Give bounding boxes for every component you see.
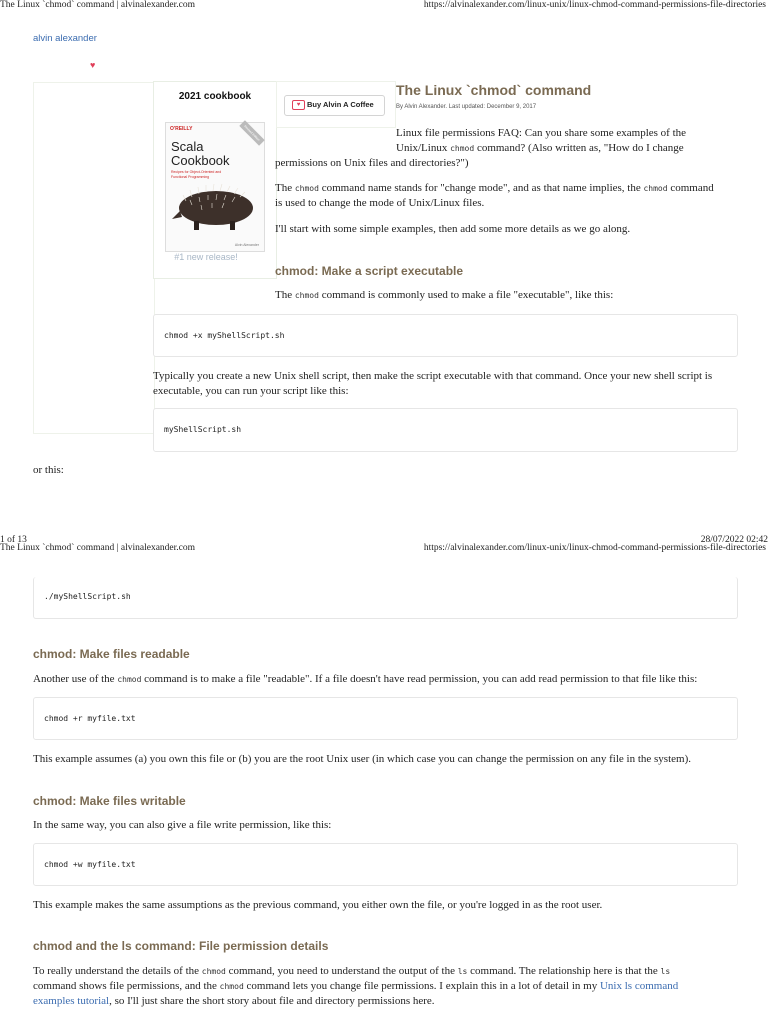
book-cover-image [165,122,265,252]
intro-line-1: Linux file permissions FAQ: Can you share some examples of the [396,127,687,139]
coffee-cup-icon: ♥ [292,100,305,110]
print-header-url: https://alvinalexander.com/linux-unix/linux-chmod-command-permissions-file-directories [423,0,766,10]
inline-code: chmod [643,184,668,193]
promo-title: 2021 cookbook [178,91,252,102]
print-header-title: The Linux `chmod` command | alvinalexander.com [0,0,196,10]
code-block-dot-slash [33,577,738,619]
buy-coffee-label: Buy Alvin A Coffee [307,100,374,109]
inline-code: chmod [219,982,244,991]
same-assumptions-paragraph: This example makes the same assumptions as the previous command, you either own the file, or you're logged in as the root user. [33,899,603,911]
code-block-chmod-w [33,843,738,886]
code-block-run-script [153,408,738,452]
heading-make-writable: chmod: Make files writable [33,794,186,808]
intro-paragraph-2-line-1: The chmod command name stands for "change mode", and as that name implies, the chmod command [275,182,714,194]
book-title-line2: Cookbook [171,153,230,168]
heading-ls-command: chmod and the ls command: File permission details [33,939,329,953]
readable-paragraph: Another use of the chmod command is to make a file "readable". If a file doesn't have read permission, you can add read permission to that file like this: [33,673,698,685]
left-sidebar-box [33,82,155,434]
inline-code: ls [457,967,468,976]
book-title-line1: Scala [171,139,204,154]
ls-paragraph-line-2: command shows file permissions, and the chmod command lets you change file permissions. I explain this in a lot of detail in my Unix ls command [33,980,679,992]
typically-line-2: executable, you can run your script like this: [153,385,349,397]
promo-caption: #1 new release! [174,252,238,262]
buy-coffee-button[interactable] [284,95,385,116]
heading-make-readable: chmod: Make files readable [33,647,190,661]
inline-code: chmod [117,675,142,684]
article-byline: By Alvin Alexander. Last updated: December 9, 2017 [396,104,537,110]
writable-paragraph: In the same way, you can also give a file write permission, like this: [33,819,332,831]
book-subtitle: Recipes for Object-Oriented and Functional Programming [171,170,222,179]
inline-code: chmod [294,291,319,300]
print-header-url-page2: https://alvinalexander.com/linux-unix/linux-chmod-command-permissions-file-directories [423,543,766,553]
heading-make-executable: chmod: Make a script executable [275,264,464,278]
print-footer-page: 1 of 13 [0,535,27,545]
inline-code: chmod [294,184,319,193]
cookbook-promo-card[interactable] [153,81,277,279]
unix-ls-tutorial-link[interactable]: Unix ls command [599,980,679,992]
unix-ls-tutorial-link-cont[interactable]: examples tutorial [33,995,110,1007]
code-text: ./myShellScript.sh [44,592,131,601]
site-name-link[interactable]: alvin alexander [33,33,97,44]
code-text: myShellScript.sh [164,425,242,434]
intro-line-2: Unix/Linux chmod command? (Also written as, "How do I change [396,142,684,154]
book-publisher: O'REILLY [170,126,193,132]
print-footer-date: 28/07/2022 02:42 [700,535,768,545]
print-header-title-page2: The Linux `chmod` command | alvinalexander.com [0,543,196,553]
ls-paragraph-line-3: examples tutorial, so I'll just share the short story about file and directory permissions here. [33,995,435,1007]
code-text: chmod +x myShellScript.sh [164,331,285,340]
heart-icon: ♥ [90,60,96,70]
article-title: The Linux `chmod` command [396,82,592,98]
typically-line-1: Typically you create a new Unix shell script, then make the script executable with that command. Once your new shell script is [153,370,713,382]
code-block-chmod-x [153,314,738,357]
ls-paragraph-line-1: To really understand the details of the chmod command, you need to understand the output of the ls command. The relationship here is that the ls [33,965,671,977]
code-text: chmod +w myfile.txt [44,860,136,869]
inline-code: chmod [450,144,475,153]
coffee-box [276,81,396,128]
intro-paragraph-3: I'll start with some simple examples, then add some more details as we go along. [275,223,631,235]
inline-code: chmod [201,967,226,976]
intro-line-3: permissions on Unix files and directories?") [275,157,469,169]
assumes-paragraph: This example assumes (a) you own this file or (b) you are the root Unix user (in which case you can change the permission on any file in the system). [33,753,691,765]
intro-paragraph-2-line-2: is used to change the mode of Unix/Linux files. [275,197,485,209]
or-this-text: or this: [33,464,64,476]
book-badge: Revised Edition [239,120,264,145]
code-block-chmod-r [33,697,738,740]
exec-paragraph: The chmod command is commonly used to make a file "executable", like this: [275,289,614,301]
book-author: Alvin Alexander [234,243,259,247]
inline-code: ls [660,967,671,976]
echidna-illustration-icon [172,181,260,233]
code-text: chmod +r myfile.txt [44,714,136,723]
